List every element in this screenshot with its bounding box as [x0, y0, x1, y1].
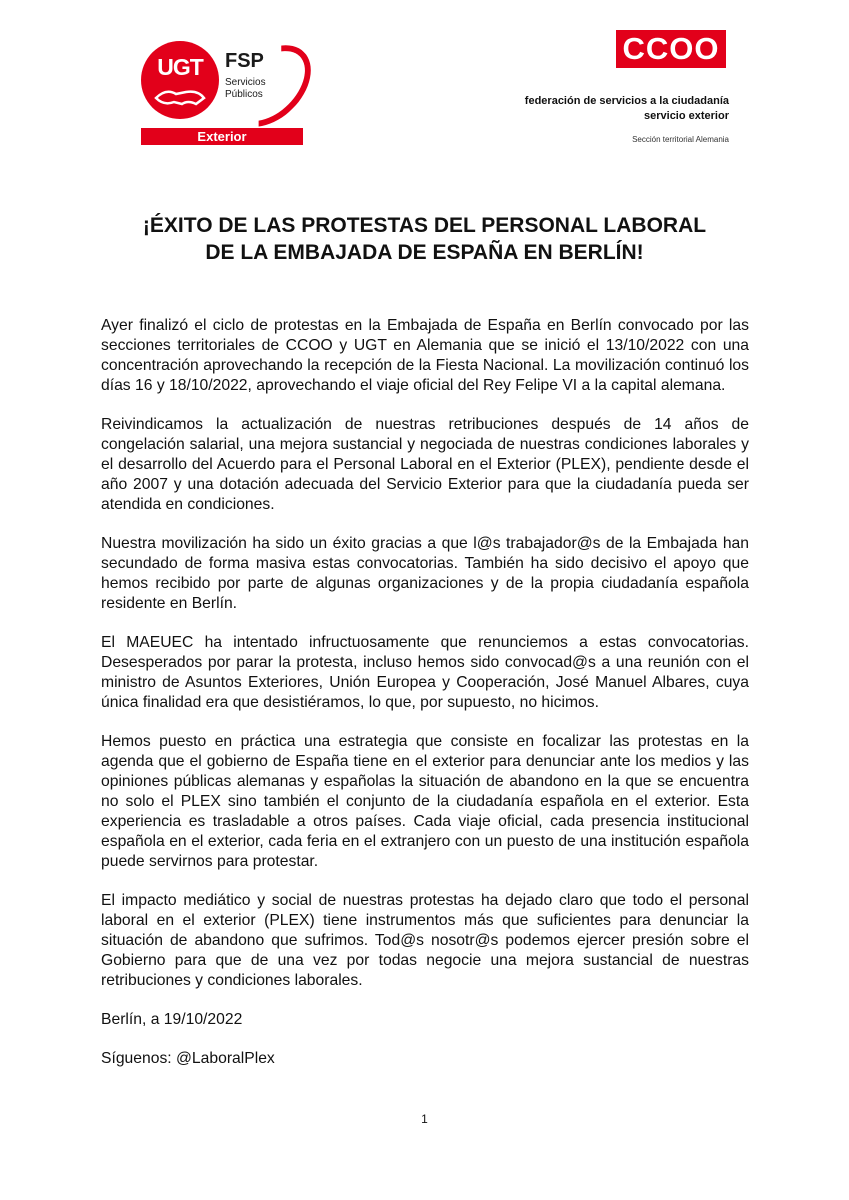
fsp-subtitle-line2: Públicos: [225, 89, 263, 100]
paragraph: Reivindicamos la actualización de nuestras retribuciones después de 14 años de congelación salarial, una mejora sustancial y negociada de nuestras condiciones laborales y el desarrollo del Acuerdo para el Personal Laboral en el Exterior (PLEX), pendiente desde el año 2007 y una dotación adecuada del Servicio Exterior para que la ciudadanía pueda ser atendida en condiciones.: [101, 416, 749, 513]
ccoo-federation-line1: federación de servicios a la ciudadanía: [524, 95, 729, 107]
follow-handle: Síguenos: @LaboralPlex: [101, 1050, 275, 1067]
ccoo-logo: CCOO: [616, 30, 726, 68]
ccoo-federation-line2: servicio exterior: [644, 110, 729, 122]
paragraph: El impacto mediático y social de nuestras protestas ha dejado claro que todo el personal laboral en el exterior (PLEX) tiene instrumentos más que suficientes para denunciar la situación de abandono que sufrimos. Tod@s nosotr@s podemos ejercer presión sobre el Gobierno para que de una vez por todas negocie una mejora sustancial de nuestras retribuciones y condiciones laborales.: [101, 892, 749, 989]
paragraph: Nuestra movilización ha sido un éxito gracias a que l@s trabajador@s de la Embajada han secundado de forma masiva estas convocatorias. También ha sido decisivo el apoyo que hemos recibido por parte de algunas organizaciones y de la propia ciudadanía española residente en Berlín.: [101, 535, 749, 612]
document-body: [101, 316, 749, 1069]
title-line1: ¡ÉXITO DE LAS PROTESTAS DEL PERSONAL LABORAL: [142, 214, 707, 237]
page-number: 1: [421, 1112, 428, 1126]
fsp-title: FSP: [225, 50, 264, 72]
fsp-subtitle: [225, 77, 295, 101]
title-line2: DE LA EMBAJADA DE ESPAÑA EN BERLÍN!: [205, 241, 644, 264]
paragraph: Ayer finalizó el ciclo de protestas en la Embajada de España en Berlín convocado por las secciones territoriales de CCOO y UGT en Alemania que se inició el 13/10/2022 con una concentración aprovechando la recepción de la Fiesta Nacional. La movilización continuó los días 16 y 18/10/2022, aprovechando el viaje oficial del Rey Felipe VI a la capital alemana.: [101, 317, 749, 394]
handshake-icon: [152, 82, 208, 110]
ugt-wordmark: UGT: [157, 54, 203, 80]
place-date: Berlín, a 19/10/2022: [101, 1011, 243, 1028]
paragraph: El MAEUEC ha intentado infructuosamente que renunciemos a estas convocatorias. Desesperados por parar la protesta, incluso hemos sido convocad@s a una reunión con el ministro de Asuntos Exteriores, Unión Europea y Cooperación, José Manuel Albares, cuya única finalidad era que desistiéramos, lo que, por supuesto, no hicimos.: [101, 634, 749, 711]
fsp-subtitle-line1: Servicios: [225, 77, 266, 88]
exterior-bar: Exterior: [141, 128, 303, 145]
paragraph: Hemos puesto en práctica una estrategia que consiste en focalizar las protestas en la agenda que el gobierno de España tiene en el exterior para denunciar ante los medios y las opiniones públicas alemanas y españolas la situación de abandono en la que se encuentra no solo el PLEX sino también el conjunto de la ciudadanía española en el exterior. Esta experiencia es trasladable a otros países. Cada viaje oficial, cada presencia institucional española en el exterior, cada feria en el extranjero con un puesto de una institución española puede servirnos para protestar.: [101, 733, 749, 870]
ccoo-federation: [500, 94, 729, 124]
document-title: [60, 212, 789, 266]
ugt-fsp-logo: [138, 36, 318, 148]
ccoo-section: Sección territorial Alemania: [632, 135, 729, 144]
